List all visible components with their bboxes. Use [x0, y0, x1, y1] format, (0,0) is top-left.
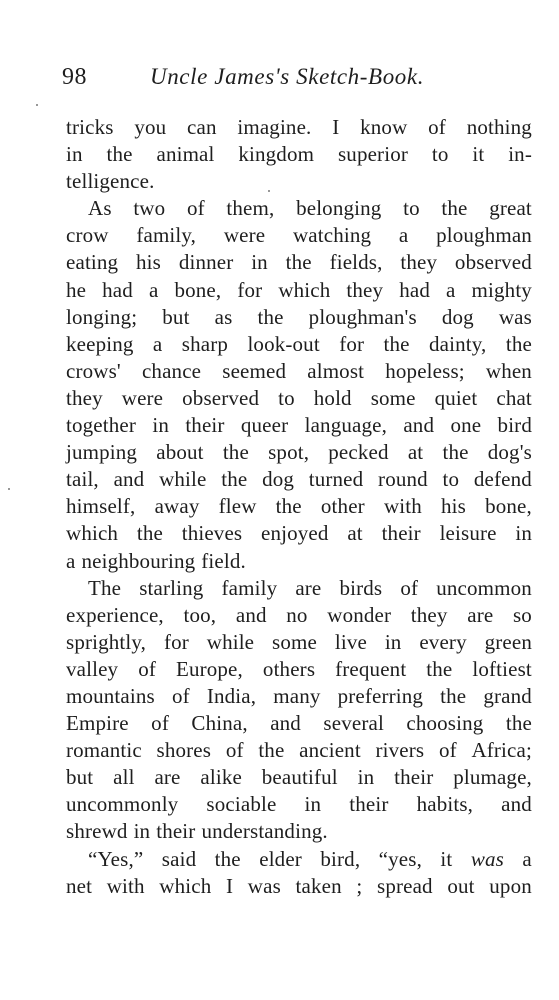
word: turned — [308, 467, 364, 492]
word: had — [102, 277, 133, 302]
word: are — [295, 575, 322, 600]
word: some — [272, 629, 317, 654]
word: are — [467, 602, 494, 627]
word: were — [121, 385, 164, 410]
word: the — [258, 738, 285, 763]
word: bird, — [320, 846, 361, 871]
word: so — [512, 602, 532, 627]
word: choosing — [406, 711, 484, 736]
word: are — [154, 765, 181, 790]
word: of — [438, 738, 457, 763]
word: other — [320, 494, 365, 519]
word: was — [498, 304, 532, 329]
text-line — [66, 629, 532, 656]
word: for — [339, 331, 365, 356]
word: it — [472, 142, 485, 167]
word: a — [522, 846, 532, 871]
word: to — [442, 467, 460, 492]
word: while — [206, 629, 255, 654]
word: ploughman — [436, 223, 532, 248]
word: sociable — [206, 792, 277, 817]
text-line — [66, 168, 532, 195]
word: enjoyed — [261, 521, 329, 546]
word: the — [106, 142, 133, 167]
word: family — [221, 575, 278, 600]
word: bone, — [174, 277, 222, 302]
word: sprightly, — [66, 629, 147, 654]
word: to — [278, 385, 295, 410]
word: they — [410, 602, 448, 627]
word: the — [136, 521, 163, 546]
word: experience, — [66, 602, 164, 627]
word: and — [113, 467, 145, 492]
word: Europe, — [175, 656, 243, 681]
word: to — [431, 142, 449, 167]
word: pecked — [328, 440, 389, 465]
text-line — [66, 520, 532, 547]
text-line — [66, 737, 532, 764]
word: which — [278, 277, 331, 302]
word: the — [505, 331, 532, 356]
word: neighbouring — [81, 548, 196, 573]
word: chance — [141, 358, 202, 383]
word: many — [273, 683, 321, 708]
word: they — [400, 250, 438, 275]
word: all — [113, 765, 135, 790]
word: about — [156, 440, 204, 465]
word: taken — [295, 873, 342, 898]
word: bird — [497, 413, 532, 438]
word: round — [378, 467, 428, 492]
text-line — [66, 304, 532, 331]
word: romantic — [66, 738, 142, 763]
text-line — [66, 575, 532, 602]
word: which — [159, 873, 212, 898]
word: at — [407, 440, 424, 465]
word: every — [419, 629, 467, 654]
word: leisure — [439, 521, 497, 546]
word: of — [151, 711, 169, 736]
word: “Yes,” — [88, 846, 144, 871]
text-line — [66, 439, 532, 466]
word: uncommonly — [66, 792, 179, 817]
text-line — [66, 602, 532, 629]
word: the — [441, 196, 468, 221]
word: they — [66, 385, 103, 410]
word: uncommon — [436, 575, 532, 600]
word: out — [447, 873, 475, 898]
word: but — [162, 304, 190, 329]
word: a — [398, 223, 409, 248]
text-line — [66, 195, 532, 222]
word: crows' — [66, 358, 121, 383]
word: upon — [489, 873, 532, 898]
word: green — [484, 629, 532, 654]
text-line — [66, 656, 532, 683]
word: queer — [240, 413, 289, 438]
word: with — [106, 873, 145, 898]
word: the — [214, 846, 241, 871]
word: their — [394, 765, 434, 790]
word: As — [88, 196, 112, 221]
word: keeping — [66, 331, 134, 356]
text-line — [66, 114, 532, 141]
word: the — [442, 440, 469, 465]
word: almost — [307, 358, 365, 383]
word: observed — [182, 385, 260, 410]
word: dog — [262, 467, 295, 492]
word: mighty — [471, 277, 532, 302]
word: live — [334, 629, 367, 654]
text-line — [66, 710, 532, 737]
word: hold — [313, 385, 352, 410]
word: know — [360, 115, 408, 139]
word: belonging — [296, 196, 382, 221]
word: fields, — [329, 250, 383, 275]
word: others — [262, 656, 316, 681]
word: several — [323, 711, 384, 736]
word: I — [332, 115, 340, 139]
text-line — [66, 791, 532, 818]
word: of — [428, 115, 446, 139]
word: great — [489, 196, 532, 221]
word: a — [66, 548, 76, 573]
word: longing; — [66, 304, 138, 329]
word: of — [171, 683, 190, 708]
word: their — [381, 521, 421, 546]
word: The — [88, 575, 122, 600]
word: beautiful — [261, 765, 338, 790]
word: net — [66, 873, 93, 898]
word: the — [383, 331, 410, 356]
word: animal — [156, 142, 215, 167]
word: in — [384, 629, 402, 654]
word: ; — [356, 873, 363, 898]
word: dog — [441, 304, 474, 329]
word: the — [285, 250, 312, 275]
word: while — [159, 467, 207, 492]
word: “yes, — [378, 846, 422, 871]
word: dog's — [487, 440, 532, 465]
word: imagine. — [237, 115, 312, 139]
word: starling — [139, 575, 204, 600]
word: for — [237, 277, 263, 302]
word: and — [235, 602, 267, 627]
word: for — [163, 629, 189, 654]
text-line — [66, 466, 532, 493]
word: rivers — [375, 738, 425, 763]
word: at — [347, 521, 363, 546]
word: language, — [304, 413, 387, 438]
word: wonder — [327, 602, 392, 627]
word: ancient — [299, 738, 361, 763]
word: watching — [292, 223, 372, 248]
word: and — [403, 413, 435, 438]
word: a — [446, 277, 456, 302]
word: superior — [337, 142, 408, 167]
word: of — [138, 656, 156, 681]
word: it — [440, 846, 453, 871]
word: his — [441, 494, 466, 519]
word: of — [400, 575, 419, 600]
word: of — [225, 738, 244, 763]
word: frequent — [335, 656, 407, 681]
text-line — [66, 764, 532, 791]
word: his — [136, 250, 161, 275]
text-line — [66, 548, 532, 575]
page-header — [62, 64, 542, 104]
word: and — [501, 792, 532, 817]
word: in — [515, 521, 532, 546]
text-line — [66, 249, 532, 276]
word: together — [66, 413, 137, 438]
word: shrewd — [66, 819, 128, 844]
word: alike — [200, 765, 242, 790]
word: as — [214, 304, 233, 329]
word: the — [505, 711, 532, 736]
word: I — [226, 873, 234, 898]
word: understanding. — [201, 819, 328, 844]
word: defend — [473, 467, 532, 492]
word: had — [399, 277, 430, 302]
text-line — [66, 277, 532, 304]
text-line — [66, 385, 532, 412]
word: in — [152, 413, 169, 438]
word: observed — [454, 250, 532, 275]
word: dainty, — [429, 331, 487, 356]
word: plumage, — [453, 765, 532, 790]
word: nothing — [466, 115, 532, 139]
word: they — [346, 277, 384, 302]
word: mountains — [66, 683, 155, 708]
word: of — [186, 196, 205, 221]
word: their — [185, 413, 225, 438]
word: flew — [218, 494, 257, 519]
word: the — [426, 656, 453, 681]
word: to — [403, 196, 420, 221]
word: shores — [156, 738, 212, 763]
word: valley — [66, 656, 119, 681]
word: but — [66, 765, 94, 790]
word: jumping — [66, 440, 138, 465]
word: tricks — [66, 115, 114, 139]
word: Africa; — [471, 738, 532, 763]
print-speck — [36, 104, 38, 106]
word: said — [161, 846, 197, 871]
body-text — [66, 114, 532, 900]
word: tail, — [66, 467, 99, 492]
word: in — [66, 142, 83, 167]
word: some — [370, 385, 416, 410]
text-line — [66, 683, 532, 710]
word: birds — [339, 575, 383, 600]
word: thieves — [181, 521, 243, 546]
word: crow — [66, 223, 109, 248]
text-line — [66, 222, 532, 249]
word: was — [247, 873, 281, 898]
word: grand — [483, 683, 532, 708]
word: India, — [206, 683, 257, 708]
page-number: 98 — [62, 64, 87, 90]
word: their — [349, 792, 389, 817]
word: look-out — [247, 331, 320, 356]
word: in — [133, 819, 151, 844]
word: with — [383, 494, 422, 519]
text-line — [66, 873, 532, 900]
word: hopeless; — [385, 358, 465, 383]
word: which — [66, 521, 119, 546]
word: in — [304, 792, 322, 817]
word: he — [66, 277, 87, 302]
text-line — [66, 846, 532, 873]
text-line — [66, 331, 532, 358]
word: telligence. — [66, 169, 155, 194]
text-line — [66, 493, 532, 520]
word: kingdom — [238, 142, 315, 167]
print-speck — [268, 190, 270, 192]
word: you — [134, 115, 167, 139]
text-line — [66, 358, 532, 385]
text-line — [66, 141, 532, 168]
word: a — [148, 277, 159, 302]
word: preferring — [337, 683, 424, 708]
word: away — [154, 494, 200, 519]
word: ploughman's — [308, 304, 417, 329]
word: Empire — [66, 711, 129, 736]
word: sharp — [181, 331, 229, 356]
word: the — [275, 494, 302, 519]
word: them, — [226, 196, 275, 221]
word: China, — [191, 711, 248, 736]
word: habits, — [416, 792, 474, 817]
word: elder — [259, 846, 302, 871]
word: one — [450, 413, 482, 438]
word: no — [286, 602, 308, 627]
word: in — [251, 250, 268, 275]
word: too, — [183, 602, 217, 627]
print-speck — [8, 488, 10, 490]
word: field. — [201, 548, 246, 573]
word: in- — [508, 142, 532, 167]
word: in — [357, 765, 375, 790]
word: the — [257, 304, 284, 329]
text-line — [66, 818, 532, 845]
word: were — [223, 223, 266, 248]
word: seemed — [222, 358, 287, 383]
word: quiet — [434, 385, 478, 410]
word: when — [485, 358, 532, 383]
word: two — [133, 196, 166, 221]
word: can — [187, 115, 217, 139]
word: eating — [66, 250, 119, 275]
word: the — [222, 440, 249, 465]
word: dinner — [178, 250, 234, 275]
running-title: Uncle James's Sketch-Book. — [150, 64, 425, 89]
word: himself, — [66, 494, 136, 519]
word: loftiest — [472, 656, 532, 681]
word: spread — [377, 873, 433, 898]
word: the — [440, 683, 467, 708]
word: and — [270, 711, 301, 736]
word: spot, — [268, 440, 310, 465]
emphasized-word: was — [470, 846, 504, 871]
text-line — [66, 412, 532, 439]
word: the — [221, 467, 248, 492]
word: their — [156, 819, 196, 844]
word: chat — [496, 385, 532, 410]
word: family, — [136, 223, 197, 248]
word: a — [152, 331, 163, 356]
word: bone, — [485, 494, 532, 519]
